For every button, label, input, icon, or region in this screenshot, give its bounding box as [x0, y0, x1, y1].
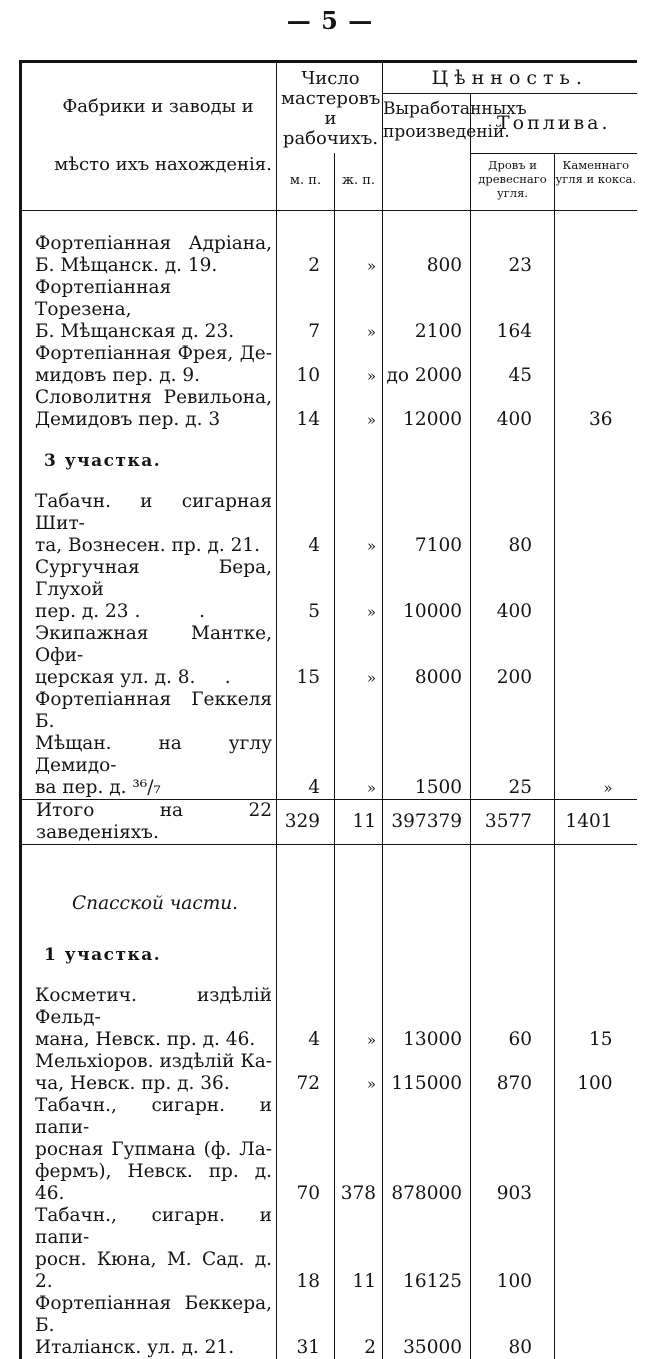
row-name-line1: Фортепіанная Фрея, Де-: [35, 342, 272, 364]
row-women: 11: [335, 1205, 383, 1293]
row-wood: 23: [471, 233, 555, 277]
row-name-line1: Экипажная Мантке, Офи-: [35, 622, 272, 666]
row-produced: 12000: [383, 387, 471, 431]
row-wood: 200: [471, 623, 555, 689]
row-coal: 100: [555, 1051, 637, 1095]
row-name-line1: Фортепіанная Торезена,: [35, 276, 172, 320]
row-name-line3: ва пер. д. ³⁶/₇: [35, 776, 161, 798]
row-name-line2: ча, Невск. пр. д. 36.: [35, 1072, 230, 1094]
row-coal: [555, 233, 637, 277]
row-produced: 10000: [383, 557, 471, 623]
total-men: 329: [277, 799, 335, 844]
row-coal: [555, 277, 637, 343]
row-produced: 1500: [383, 689, 471, 800]
row-men: 4: [277, 689, 335, 800]
row-name-line2: пер. д. 23 . .: [35, 600, 206, 622]
part-heading: Спасской части.: [21, 844, 277, 925]
row-name-line2: Италіанск. ул. д. 21.: [35, 1336, 235, 1358]
factories-header-line1: Фабрики и заводы и: [62, 96, 254, 118]
row-coal: »: [603, 778, 613, 797]
row-coal: [555, 343, 637, 387]
total-produced: 397379: [383, 799, 471, 844]
row-women: »: [366, 778, 377, 797]
row-women: »: [366, 322, 377, 341]
row-name-line2: Мѣщан. на углу Демидо-: [35, 732, 272, 776]
row-men: 5: [277, 557, 335, 623]
row-name-line3: фермъ), Невск. пр. д. 46.: [35, 1160, 272, 1204]
row-women: »: [366, 366, 377, 385]
row-wood: 903: [471, 1095, 555, 1205]
row-women: »: [366, 256, 377, 275]
row-name-line1: Табачн., сигарн. и папи-: [35, 1204, 272, 1248]
row-name-line1: Мельхіоров. издѣлій Ка-: [35, 1050, 272, 1072]
row-women: »: [366, 668, 377, 687]
row-name-line1: Косметич. издѣлій Фельд-: [35, 984, 272, 1028]
table-row: [21, 557, 637, 623]
table-row: [21, 689, 637, 800]
total-wood: 3577: [471, 799, 555, 844]
row-name-line2: Б. Мѣщанская д. 23.: [35, 320, 235, 342]
value-header: Цѣнность.: [383, 62, 637, 94]
workers-header: Число мастеровъ и рабочихъ.: [277, 62, 383, 154]
row-coal: [555, 1205, 637, 1293]
row-produced: 13000: [383, 985, 471, 1051]
row-name-line1: Фортепіанная Беккера, Б.: [35, 1292, 272, 1336]
row-produced: до 2000: [383, 343, 471, 387]
factories-table: [19, 60, 637, 1359]
table-row: [21, 343, 637, 387]
row-wood: 60: [471, 985, 555, 1051]
row-men: 31: [277, 1293, 335, 1359]
table-row: [21, 1293, 637, 1359]
table-row: [21, 1051, 637, 1095]
women-header: ж. п.: [335, 153, 383, 210]
row-coal: [555, 623, 637, 689]
table-row: [21, 1205, 637, 1293]
table-row: [21, 233, 637, 277]
row-name-line2: церская ул. д. 8. .: [35, 666, 231, 688]
row-men: 4: [277, 491, 335, 557]
row-name-line1: Словолитня Ревильона,: [35, 386, 272, 408]
total-row: [21, 799, 637, 844]
men-header: м. п.: [277, 153, 335, 210]
row-men: 18: [277, 1205, 335, 1293]
row-men: 4: [277, 985, 335, 1051]
row-name-line2: мана, Невск. пр. д. 46.: [35, 1028, 256, 1050]
row-name-line1: Табачн. и сигарная Шит-: [35, 490, 272, 534]
row-men: 2: [277, 233, 335, 277]
row-wood: 80: [471, 1293, 555, 1359]
row-men: 15: [277, 623, 335, 689]
row-coal: 15: [555, 985, 637, 1051]
table-row: [21, 1095, 637, 1205]
row-men: 72: [277, 1051, 335, 1095]
row-name-line1: Табачн., сигарн. и папи-: [35, 1094, 272, 1138]
row-produced: 8000: [383, 623, 471, 689]
row-name-line2: росн. Кюна, М. Сад. д. 2.: [35, 1248, 272, 1292]
total-label: Итого на 22 заведеніяхъ.: [21, 799, 277, 844]
row-coal: [555, 491, 637, 557]
coal-header: Каменнаго угля и кокса.: [555, 153, 637, 210]
row-coal: [555, 1095, 637, 1205]
row-women: 378: [335, 1095, 383, 1205]
row-wood: 164: [471, 277, 555, 343]
table-row: [21, 623, 637, 689]
row-name-line2: мидовъ пер. д. 9.: [35, 364, 201, 386]
row-women: »: [366, 1074, 377, 1093]
row-coal: [555, 1293, 637, 1359]
produced-header: Выработанныхъ произведеній.: [383, 94, 471, 211]
total-women: 11: [335, 799, 383, 844]
row-men: 14: [277, 387, 335, 431]
row-produced: 35000: [383, 1293, 471, 1359]
row-name-line2: Б. Мѣщанск. д. 19.: [35, 254, 218, 276]
table-row: [21, 491, 637, 557]
row-men: 70: [277, 1095, 335, 1205]
row-men: 10: [277, 343, 335, 387]
table-row: [21, 985, 637, 1051]
row-name-line2: Демидовъ пер. д. 3: [35, 408, 221, 430]
row-wood: 400: [471, 557, 555, 623]
row-produced: 2100: [383, 277, 471, 343]
row-wood: 400: [471, 387, 555, 431]
row-wood: 80: [471, 491, 555, 557]
page-number: — 5 —: [286, 6, 374, 35]
row-produced: 878000: [383, 1095, 471, 1205]
row-produced: 800: [383, 233, 471, 277]
row-women: »: [366, 536, 377, 555]
row-women: »: [366, 602, 377, 621]
row-produced: 115000: [383, 1051, 471, 1095]
total-coal: 1401: [555, 799, 637, 844]
row-produced: 7100: [383, 491, 471, 557]
section-heading: 3 участка.: [21, 431, 277, 491]
row-women: »: [366, 410, 377, 429]
row-produced: 16125: [383, 1205, 471, 1293]
table-row: [21, 387, 637, 431]
row-coal: [555, 557, 637, 623]
fuel-header: Топлива.: [471, 94, 637, 154]
factories-header-line2: мѣсто ихъ нахожденія.: [54, 154, 272, 176]
row-women: »: [366, 1030, 377, 1049]
row-wood: 25: [471, 689, 555, 800]
row-name-line2: та, Вознесен. пр. д. 21.: [35, 534, 261, 556]
row-wood: 45: [471, 343, 555, 387]
row-wood: 870: [471, 1051, 555, 1095]
row-name-line2: росная Гупмана (ф. Ла-: [35, 1138, 272, 1160]
row-name-line1: Фортепіанная Геккеля Б.: [35, 688, 272, 732]
row-name-line1: Фортепіанная Адріана,: [35, 232, 272, 254]
row-name-line1: Сургучная Бера, Глухой: [35, 556, 272, 600]
wood-header: Дровъ и древеснаго угля.: [471, 153, 555, 210]
row-men: 7: [277, 277, 335, 343]
row-wood: 100: [471, 1205, 555, 1293]
row-women: 2: [335, 1293, 383, 1359]
factories-header: [21, 62, 277, 211]
table-row: [21, 277, 637, 343]
row-coal: 36: [555, 387, 637, 431]
section-heading: 1 участка.: [21, 925, 277, 985]
